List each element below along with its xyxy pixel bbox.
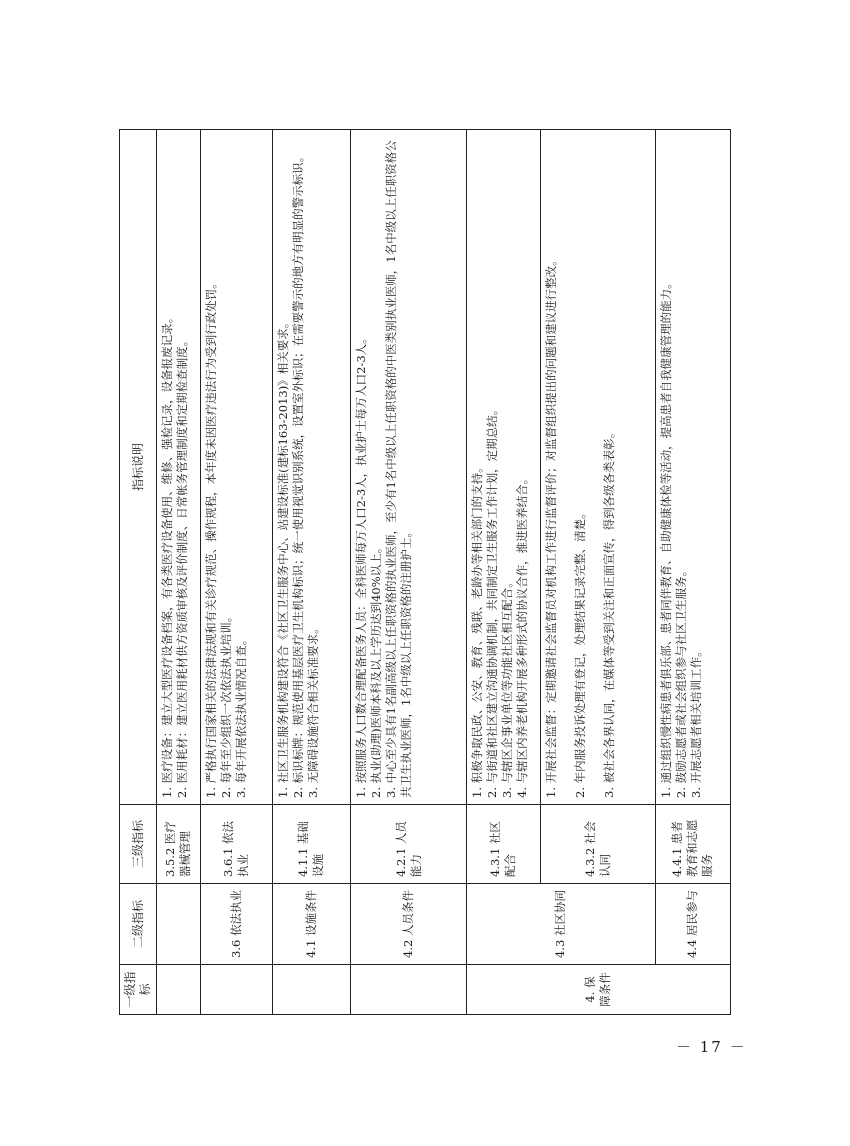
description-line: 2. 鼓励志愿者或社会组织参与社区卫生服务。 bbox=[673, 564, 688, 798]
level2-cell: 4.4 居民参与 bbox=[655, 884, 730, 965]
level1-cell-empty bbox=[200, 965, 272, 1015]
table-row bbox=[157, 130, 201, 1015]
table-row bbox=[541, 130, 656, 1015]
description-line: 3. 开展志愿者相关培训工作。 bbox=[688, 645, 703, 798]
level3-cell: 4.4.1 患者教育和志愿服务 bbox=[655, 805, 730, 884]
description-line: 3. 每年开展依法执业情况自查。 bbox=[233, 633, 248, 798]
level1-cell-empty bbox=[272, 965, 350, 1015]
level2-cell-empty bbox=[157, 884, 201, 965]
level3-cell: 4.1.1 基础设施 bbox=[272, 805, 350, 884]
level2-cell: 4.1 设施条件 bbox=[272, 884, 350, 965]
level1-cell-empty bbox=[157, 965, 201, 1015]
description-line: 1. 积极争取民政、公安、教育、残联、老龄办等相关部门的支持。 bbox=[469, 461, 484, 798]
page-number: － 17 － bbox=[676, 1038, 747, 1056]
description-line: 2. 医用耗材：建立医用耗材供方资质审核及评价制度、日常帐务管理制度和定期检查制度。 bbox=[175, 334, 189, 798]
level2-cell: 4.3 社区协同 bbox=[466, 884, 655, 965]
level3-cell: 4.2.1 人员能力 bbox=[351, 805, 467, 884]
level2-cell: 3.6 依法执业 bbox=[200, 884, 272, 965]
table-row bbox=[351, 130, 467, 1015]
level1-cell-empty bbox=[351, 965, 467, 1015]
description-line: 2. 标识标牌：规范使用基层医疗卫生机构标识；统一使用视觉识别系统，设置室外标识；在需要警示的地方有明显的警示标识。 bbox=[290, 150, 305, 798]
description-line: 1. 通过组织慢性病患者俱乐部、患者同伴教育、自助健康体检等活动，提高患者自我健康管理的能力。 bbox=[658, 277, 673, 798]
header-level3: 三级指标 bbox=[120, 805, 157, 884]
description-line: 3. 无障碍设施符合相关标准要求。 bbox=[305, 622, 320, 798]
description-line: 3. 中心至少具有1名副高级以上任职资格的执业医师，至少有1名中级以上任职资格的中医类别执业医师，1名中级以上任职资格公共卫生执业医师，1名中级以上任职资格的注册护士。 bbox=[384, 140, 414, 798]
table-row bbox=[655, 130, 730, 1015]
table-header-row bbox=[120, 130, 157, 1015]
level2-cell: 4.2 人员条件 bbox=[351, 884, 467, 965]
description-line: 1. 严格执行国家相关的法律法规和有关诊疗规范、操作规程，本年度未因医疗违法行为受到行政处罚。 bbox=[203, 277, 218, 798]
description-line: 1. 开展社会监督：定期邀请社会监督员对机构工作进行监督评价；对监督组织提出的问题和建议进行整改。 bbox=[544, 254, 559, 798]
description-line: 3. 与辖区企事业单位等功能社区相互配合。 bbox=[499, 576, 514, 798]
level3-cell: 4.3.2 社会认同 bbox=[541, 805, 656, 884]
description-cell bbox=[541, 130, 656, 805]
level1-cell: 4. 保障条件 bbox=[466, 965, 730, 1015]
table-row bbox=[200, 130, 272, 1015]
table-row bbox=[466, 130, 540, 1015]
description-cell bbox=[200, 130, 272, 805]
description-line: 1. 按照服务人口数合理配备医务人员：全科医师每万人口2-3人，执业护士每万人口2-3人。 bbox=[354, 332, 369, 798]
description-line: 2. 每年至少组织一次依法执业培训。 bbox=[218, 610, 233, 798]
description-line: 3. 被社会各界认同，在媒体等受到关注和正面宣传，得到各级各类表彰。 bbox=[602, 426, 617, 798]
rotated-table-container bbox=[119, 130, 731, 1015]
level3-cell: 4.3.1 社区配合 bbox=[466, 805, 540, 884]
table-row bbox=[272, 130, 350, 1015]
description-cell bbox=[655, 130, 730, 805]
description-line: 2. 年内服务投诉处理有登记，处理结果记录完整、清楚。 bbox=[573, 507, 588, 798]
description-line: 2. 执业(助理)医师本科及以上学历达到40%以上。 bbox=[369, 541, 384, 798]
header-level2: 二级指标 bbox=[120, 884, 157, 965]
header-level1: 一级指标 bbox=[120, 965, 157, 1015]
description-line: 1. 社区卫生服务机构建设符合《社区卫生服务中心、站建设标准(建标163-2013)》相关要求。 bbox=[275, 316, 290, 798]
description-cell bbox=[351, 130, 467, 805]
description-cell bbox=[157, 130, 201, 805]
level3-cell: 3.6.1 依法执业 bbox=[200, 805, 272, 884]
level3-cell: 3.5.2 医疗器械管理 bbox=[157, 805, 201, 884]
description-line: 1. 医疗设备：建立大型医疗设备档案，有各类医疗设备使用、维修、强检记录，设备报废记录。 bbox=[160, 311, 174, 798]
description-cell bbox=[272, 130, 350, 805]
rotated-table-frame bbox=[119, 130, 731, 1015]
indicator-table bbox=[119, 129, 731, 1015]
header-description: 指标说明 bbox=[120, 130, 157, 805]
description-cell bbox=[466, 130, 540, 805]
description-line: 4. 与辖区内养老机构开展多种形式的协议合作，推进医养结合。 bbox=[514, 472, 529, 798]
description-line: 2. 与街道和社区建立沟通协调机制，共同制定卫生服务工作计划，定期总结。 bbox=[484, 403, 499, 798]
